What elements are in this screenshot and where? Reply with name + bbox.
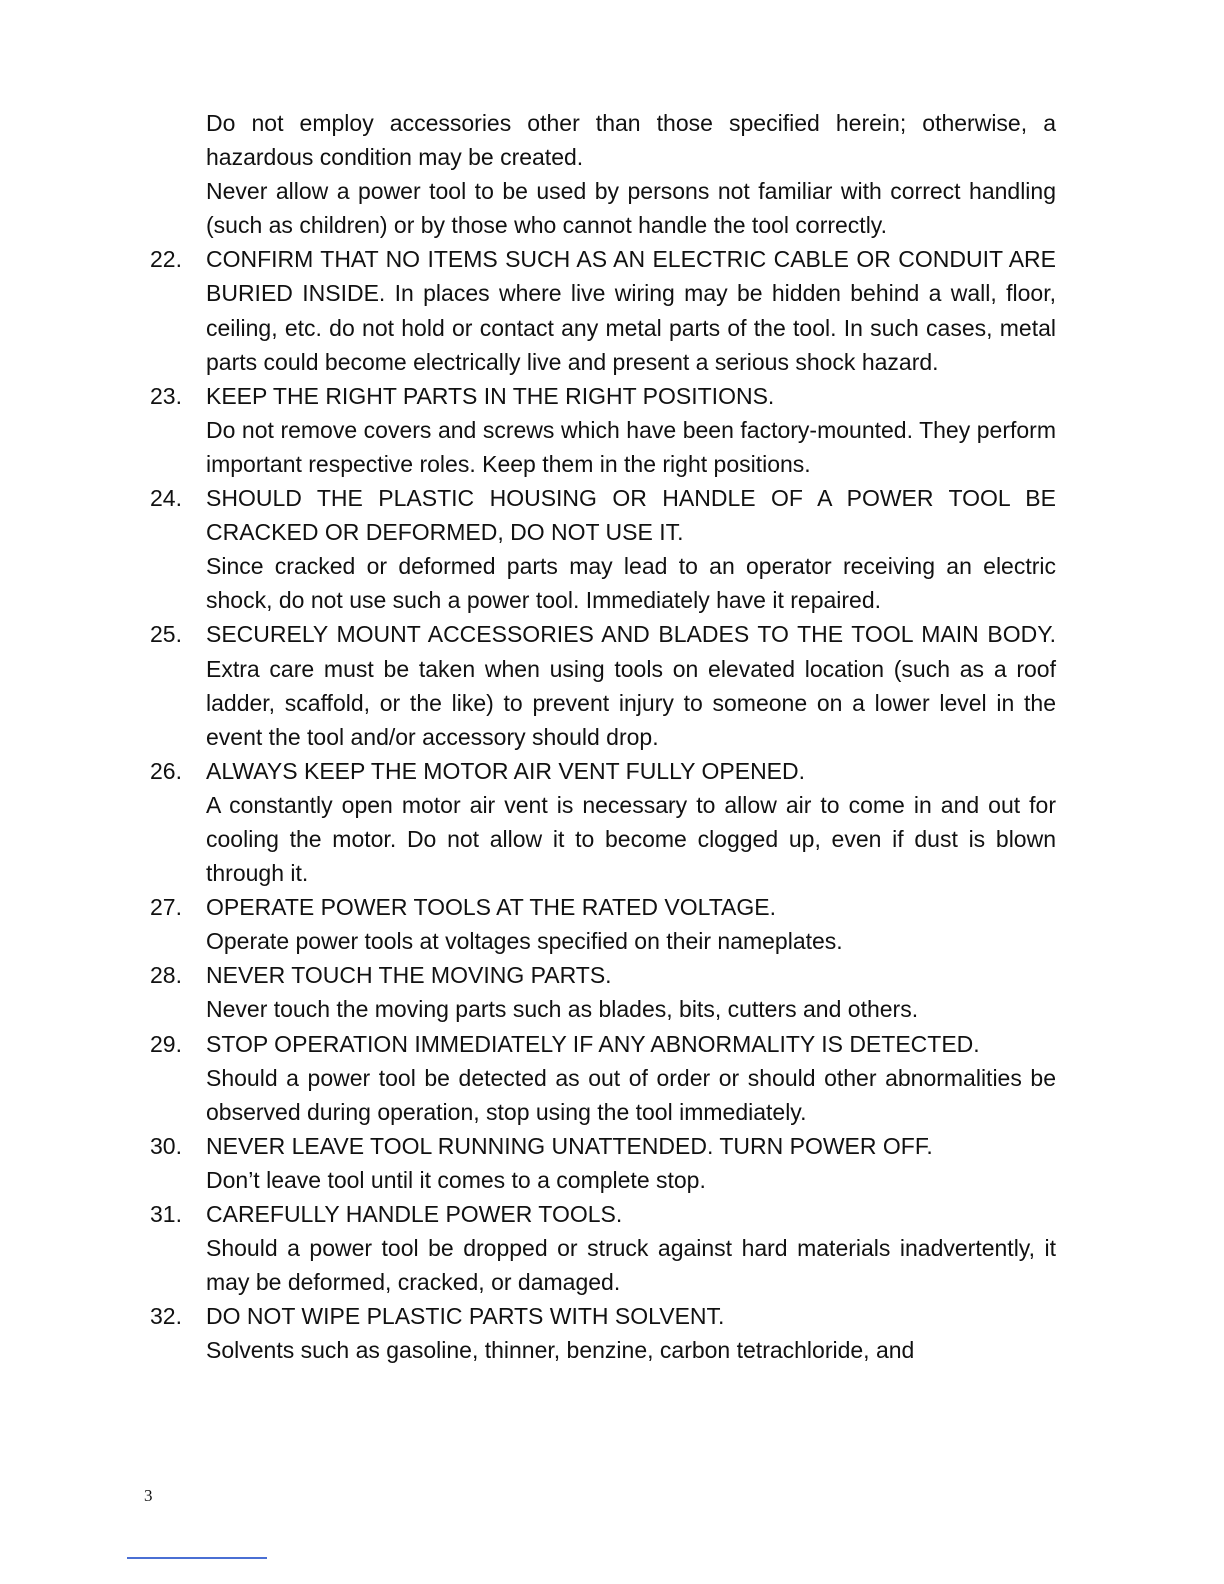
item-description: Operate power tools at voltages specified on their nameplates. — [206, 928, 843, 955]
item-description: Should a power tool be dropped or struck against hard materials inadvertently, it may be deformed, cracked, or damaged. — [206, 1235, 1056, 1296]
safety-item-24 — [150, 481, 1056, 617]
item-heading — [150, 1027, 1056, 1061]
safety-item-22 — [150, 242, 1056, 378]
item-number: 32. — [150, 1303, 182, 1330]
item-heading-text: STOP OPERATION IMMEDIATELY IF ANY ABNORMALITY IS DETECTED. — [206, 1030, 980, 1057]
item-heading — [150, 1197, 1056, 1231]
item-heading-text: DO NOT WIPE PLASTIC PARTS WITH SOLVENT. — [206, 1303, 725, 1330]
item-heading-text: NEVER LEAVE TOOL RUNNING UNATTENDED. TURN POWER OFF. — [206, 1132, 933, 1159]
item-heading — [150, 617, 1056, 753]
item-number: 29. — [150, 1030, 182, 1057]
item-description: Should a power tool be detected as out of order or should other abnormalities be observed during operation, stop using the tool immediately. — [206, 1064, 1056, 1125]
item-heading — [150, 481, 1056, 549]
item-number: 30. — [150, 1132, 182, 1159]
item-number: 22. — [150, 246, 182, 273]
item-heading-text: CAREFULLY HANDLE POWER TOOLS. — [206, 1201, 623, 1227]
safety-item-26 — [150, 754, 1056, 890]
item-heading — [150, 754, 1056, 788]
safety-item-27 — [150, 890, 1056, 958]
item-number: 24. — [150, 485, 182, 512]
item-number: 31. — [150, 1201, 182, 1227]
lead-paragraph: Never allow a power tool to be used by persons not familiar with correct handling (such as children) or by those who cannot handle the tool correctly. — [206, 178, 1056, 239]
item-heading-text: NEVER TOUCH THE MOVING PARTS. — [206, 962, 612, 989]
item-heading — [150, 890, 1056, 924]
item-description: Since cracked or deformed parts may lead to an operator receiving an electric shock, do not use such a power tool. Immediately have it repaired. — [206, 553, 1056, 614]
item-heading — [150, 958, 1056, 992]
item-heading-text: ALWAYS KEEP THE MOTOR AIR VENT FULLY OPENED. — [206, 757, 806, 784]
safety-item-29 — [150, 1027, 1056, 1129]
item-number: 27. — [150, 894, 182, 921]
safety-item-28 — [150, 958, 1056, 1026]
item-heading — [150, 379, 1056, 413]
item-number: 23. — [150, 382, 182, 409]
safety-item-30 — [150, 1129, 1056, 1197]
page-body — [150, 106, 1056, 1367]
safety-item-31 — [150, 1197, 1056, 1299]
item-description: Do not remove covers and screws which have been factory-mounted. They perform important respective roles. Keep them in the right positions. — [206, 416, 1056, 477]
lead-paragraph: Do not employ accessories other than those specified herein; otherwise, a hazardous condition may be created. — [206, 110, 1056, 171]
footer-rule — [127, 1557, 267, 1559]
item-heading-text: CONFIRM THAT NO ITEMS SUCH AS AN ELECTRIC CABLE OR CONDUIT ARE BURIED INSIDE. In places where live wiring may be hidden behind a wall, floor, ceiling, etc. do not hold or contact any metal parts of the tool. In such cases, metal parts could become electrically live and present a serious shock hazard. — [206, 246, 1056, 375]
safety-item-32 — [150, 1299, 1056, 1367]
item-heading-text: SHOULD THE PLASTIC HOUSING OR HANDLE OF A POWER TOOL BE CRACKED OR DEFORMED, DO NOT USE IT. — [206, 485, 1056, 546]
item-heading — [150, 1129, 1056, 1163]
item-number: 25. — [150, 621, 182, 648]
item-heading — [150, 242, 1056, 378]
item-description: Solvents such as gasoline, thinner, benzine, carbon tetrachloride, and — [206, 1337, 915, 1364]
lead-section — [150, 106, 1056, 242]
item-number: 28. — [150, 962, 182, 989]
item-number: 26. — [150, 757, 182, 784]
item-heading-text: KEEP THE RIGHT PARTS IN THE RIGHT POSITIONS. — [206, 382, 775, 409]
safety-item-25 — [150, 617, 1056, 753]
item-description: Never touch the moving parts such as blades, bits, cutters and others. — [206, 996, 919, 1023]
item-heading-text: OPERATE POWER TOOLS AT THE RATED VOLTAGE. — [206, 894, 777, 921]
item-heading-text: SECURELY MOUNT ACCESSORIES AND BLADES TO THE TOOL MAIN BODY. Extra care must be taken when using tools on elevated location (such as a roof ladder, scaffold, or the like) to prevent injury to someone on a lower level in the event the tool and/or accessory should drop. — [206, 621, 1056, 750]
item-description: Don’t leave tool until it comes to a complete stop. — [206, 1166, 706, 1193]
item-heading — [150, 1299, 1056, 1333]
page-number: 3 — [144, 1486, 153, 1505]
safety-item-23 — [150, 379, 1056, 481]
item-description: A constantly open motor air vent is necessary to allow air to come in and out for cooling the motor. Do not allow it to become clogged up, even if dust is blown through it. — [206, 791, 1056, 887]
